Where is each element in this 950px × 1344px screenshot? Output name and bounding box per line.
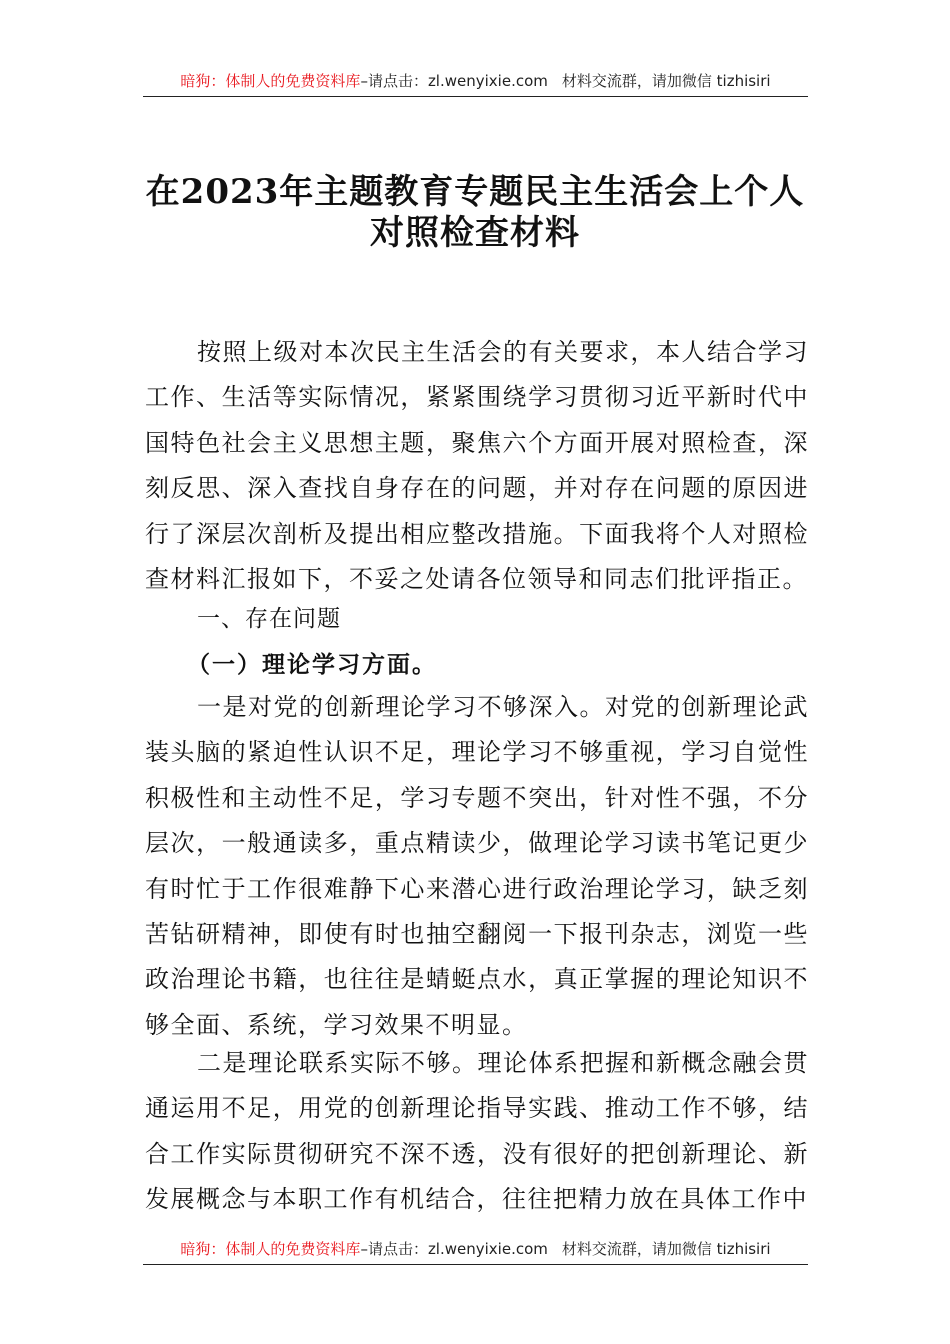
header-brand: 暗狗：体制人的免费资料库 [180, 72, 361, 90]
page-footer [143, 1238, 808, 1265]
document-title-line-2: 对照检查材料 [370, 213, 580, 253]
header-contact: 材料交流群，请加微信 tizhisiri [561, 72, 771, 90]
point-one-paragraph: 一是对党的创新理论学习不够深入。对党的创新理论武装头脑的紧迫性认识不足，理论学习不够重视，学习自觉性积极性和主动性不足，学习专题不突出，针对性不强，不分层次，一般通读多，重点精读少，做理论学习读书笔记更少有时忙于工作很难静下心来潜心进行政治理论学习，缺乏刻苦钻研精神，即使有时也抽空翻阅一下报刊杂志，浏览一些政治理论书籍，也往往是蜻蜓点水，真正掌握的理论知识不够全面、系统，学习效果不明显。 [145, 693, 809, 1039]
document-title-line-1: 在2023年主题教育专题民主生活会上个人 [145, 172, 805, 212]
intro-paragraph: 按照上级对本次民主生活会的有关要求，本人结合学习工作、生活等实际情况，紧紧围绕学习贯彻习近平新时代中国特色社会主义思想主题，聚焦六个方面开展对照检查，深刻反思、深入查找自身存在的问题，并对存在问题的原因进行了深层次剖析及提出相应整改措施。下面我将个人对照检查材料汇报如下，不妥之处请各位领导和同志们批评指正。 [145, 338, 809, 594]
subsection-heading: （一）理论学习方面。 [187, 651, 437, 678]
header-link-prompt[interactable]: –请点击：zl.wenyixie.com [360, 72, 548, 90]
page-header [143, 70, 808, 97]
section-heading: 一、存在问题 [197, 606, 341, 632]
point-two-paragraph: 二是理论联系实际不够。理论体系把握和新概念融会贯通运用不足，用党的创新理论指导实践、推动工作不够，结合工作实际贯彻研究不深不透，没有很好的把创新理论、新发展概念与本职工作有机结合，往往把精力放在具体工作中 [145, 1049, 809, 1214]
footer-brand: 暗狗：体制人的免费资料库 [180, 1240, 361, 1258]
footer-link-prompt[interactable]: –请点击：zl.wenyixie.com [360, 1240, 548, 1258]
footer-contact: 材料交流群，请加微信 tizhisiri [561, 1240, 771, 1258]
